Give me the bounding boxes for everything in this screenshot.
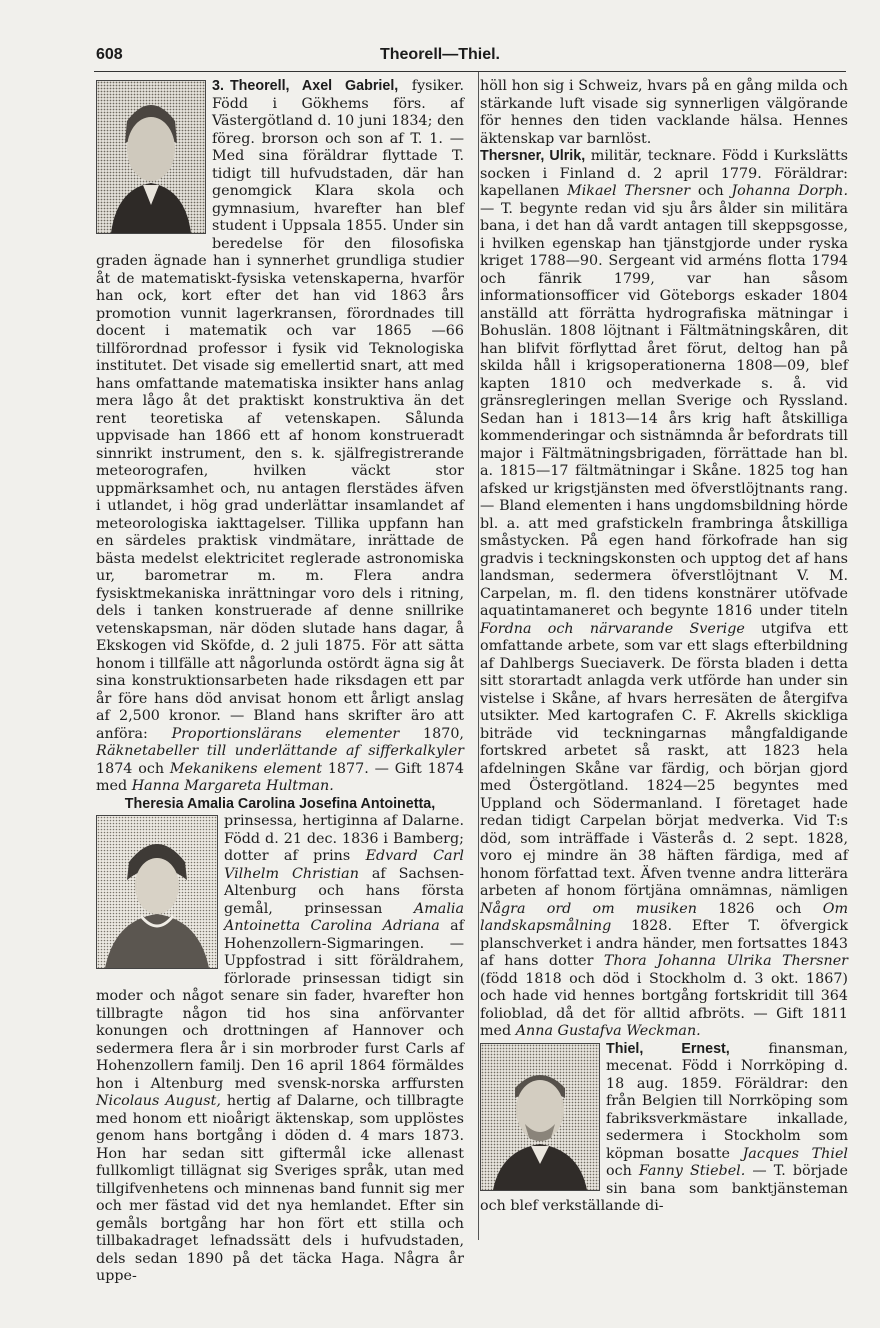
entry-theorell: 3. Theorell, Axel Gabriel, fysiker. Född i Gökhems förs. af Västergötland d. 10 juni 1834; den föreg. brorson och son af T. 1. — Med sina föräldrar flyttade T. tidigt till hufvudstaden, där han genomgick Klara skola och gymnasium, hvarefter han blef student i Uppsala 1855. Under sin beredelse för den filosofiska graden ägnade han i synnerhet grundliga studier åt de matematiskt-fysiska vetenskaperna, hvarför han ock, kort efter det han vid 1863 års promotion vunnit lagerkransen, förordnades till docent i matematik och var 1865 —66 tillförordnad professor i fysik vid Teknologiska institutet. Det visade sig emellertid snart, att med hans omfattande matematiska insikter hans anlag mera lågo åt det praktiskt konstruktiva än det rent teoretiska af vetenskapen. Sålunda uppvisade han 1866 ett af honom konstrueradt sinnrikt instrument, den s. k. själfregistrerande meteorografen, hvilken väckt stor uppmärksamhet och, nu antagen flerstädes äfven i utlandet, i hög grad underlättar insamlandet af meteorologiska iakttagelser. Tillika uppfann han en särdeles praktisk vindmätare, inrättade de bästa medelst elektricitet reglerade astronomiska ur, barometrar m. m. Flera andra fysisktmekaniska inrättningar voro dels i ritning, dels i tanken konstruerade af denne snillrike vetenskapsman, när döden slutade hans dagar, å Ekskogen vid Sköfde, d. 2 juli 1875. För att sätta honom i tillfälle att någorlunda ostördt ägna sig åt sina konstruktionsarbeten hade riksdagen ett par år före hans död anvisat honom ett årligt anslag af 2,500 kronor. — Bland hans skrifter äro att anföra: Proportionslärans elementer 1870, Räknetabeller till underlättande af sifferkalkyler 1874 och Mekanikens element 1877. — Gift 1874 med Hanna Margareta Hultman. xyxy=(96,78,465,794)
right-column xyxy=(480,78,848,1216)
continuation-text: höll hon sig i Schweiz, hvars på en gång milda och stärkande luft visade sig synnerligen välgörande för hennes den tiden vacklande hälsa. Hennes äktenskap var barnlöst. xyxy=(480,78,848,147)
portrait-theresia xyxy=(96,815,218,969)
running-head: Theorell—Thiel. xyxy=(379,46,500,63)
entry-thersner: Thersner, Ulrik, militär, tecknare. Född i Kurkslätts socken i Finland d. 2 april 1779. Föräldrar: kapellanen Mikael Thersner och Johanna Dorph. — T. begynte redan vid sju års ålder sin militära bana, i det han då vardt antagen till skeppsgosse, i hvilken egenskap han tjänstgjorde under ryska kriget 1788—90. Sergeant vid arméns flotta 1794 och fänrik 1799, var han såsom informationsofficer vid Göteborgs eskader 1804 anställd att förrätta hydrografiska mätningar i Bohuslän. 1808 löjtnant i Fältmätningskåren, dit han blifvit förflyttad året förut, deltog han på skilda håll i krigsoperationerna 1808—09, blef kapten 1810 och medverkade s. å. vid gränsregleringen mellan Sverige och Ryssland. Sedan han i 1813—14 års krig haft åtskilliga kommenderingar och sistnämnda år befordrats till major i Fältmätningsbrigaden, förrättade han bl. a. 1815—17 fältmätningar i Skåne. 1825 tog han afsked ur krigstjänsten med öfverstlöjtnants rang. — Bland elementen i hans ungdomsbildning hörde bl. a. att med grafstickeln frambringa åtskilliga småstycken. På egen hand förkofrade han sig gradvis i teckningskonsten och upptog det af hans landsman, sedermera öfverstlöjtnant V. M. Carpelan, m. fl. den tidens konstnärer utöfvade aquatintamaneret och begynte 1816 under titeln Fordna och närvarande Sverige utgifva ett omfattande arbete, som var ett slags efterbildning af Dahlbergs Sueciaverk. De första bladen i detta sitt storartadt anlagda verk utförde han under sin vistelse i Skåne, af hvars herresäten de återgifva utsikter. Med kartografen C. F. Akrells skickliga biträde vid teckningarnas mångfaldigande fortskred arbetet så raskt, att 1823 hela afdelningen Skåne var färdig, och början gjord med Östergötland. 1824—25 begyntes med Uppland och Södermanland. I företaget hade redan tidigt Carpelan börjat medverka. Vid T:s död, som inträffade i Västerås d. 2 sept. 1828, voro ej mindre än 38 häften färdiga, med af honom författad text. Äfven tvenne andra litterära arbeten af honom förtjäna omnämnas, nämligen Några ord om musiken 1826 och Om landskapsmålning 1828. Efter T. öfvergick planschverket i andra händer, men fortsattes 1843 af hans dotter Thora Johanna Ulrika Thersner (född 1818 och död i Stockholm d. 3 okt. 1867) och hade vid hennes bortgång fortskridit till 364 folioblad, då det för alltid afbröts. — Gift 1811 med Anna Gustafva Weckman. xyxy=(480,148,848,1039)
header-rule xyxy=(94,71,846,72)
portrait-thiel xyxy=(480,1043,600,1191)
entry-heading: Thersner, Ulrik, xyxy=(480,148,586,164)
entry-thiel: Thiel, Ernest, finansman, mecenat. Född i Norrköping d. 18 aug. 1859. Föräldrar: den från Belgien till Norrköping som fabriksverkmästare inkallade, sedermera i Stockholm som köpman bosatte Jacques Thiel och Fanny Stiebel. — T. började sin bana som banktjänsteman och blef verkställande di- xyxy=(480,1040,848,1214)
page-number: 608 xyxy=(96,46,123,63)
entry-heading: Theorell, Axel Gabriel, xyxy=(229,78,399,94)
left-column xyxy=(96,78,464,1286)
portrait-theorell xyxy=(96,80,206,234)
column-divider xyxy=(478,72,479,1240)
entry-heading-theresia: Theresia Amalia Carolina Josefina Antoinetta, xyxy=(124,795,436,812)
entry-heading: Thiel, Ernest, xyxy=(606,1040,730,1057)
entry-number: 3. xyxy=(212,78,224,94)
entry-theresia: prinsessa, hertiginna af Dalarne. Född d. 21 dec. 1836 i Bamberg; dotter af prins Edvard Carl Vilhelm Christian af Sachsen-Altenburg och hans första gemål, prinsessan Amalia Antoinetta Carolina Adriana af Hohenzollern-Sigmaringen. — Uppfostrad i sitt föräldrahem, förlorade prinsessan tidigt sin moder och något senare sin fader, hvarefter hon tillbragte någon tid hos sina anförvanter konungen och drottningen af Hannover och sedermera flera år i sin morbroder furst Carls af Hohenzollern familj. Den 16 april 1864 förmäldes hon i Altenburg med svensk-norska arffursten Nicolaus August, hertig af Dalarne, och tillbragte med honom ett nioårigt äktenskap, som upplöstes genom hans bortgång i döden d. 4 mars 1873. Hon har sedan sitt giftermål icke allenast fullkomligt tillägnat sig Sveriges språk, utan med tillgifvenhetens och minnenas band funnit sig mer och mer fästad vid det nya hemlandet. Efter sin gemåls bortgång har hon fört ett stilla och tillbakadraget lefnadssätt dels i hufvudstaden, dels sedan 1890 på det täcka Haga. Några år uppe- xyxy=(96,813,464,1284)
